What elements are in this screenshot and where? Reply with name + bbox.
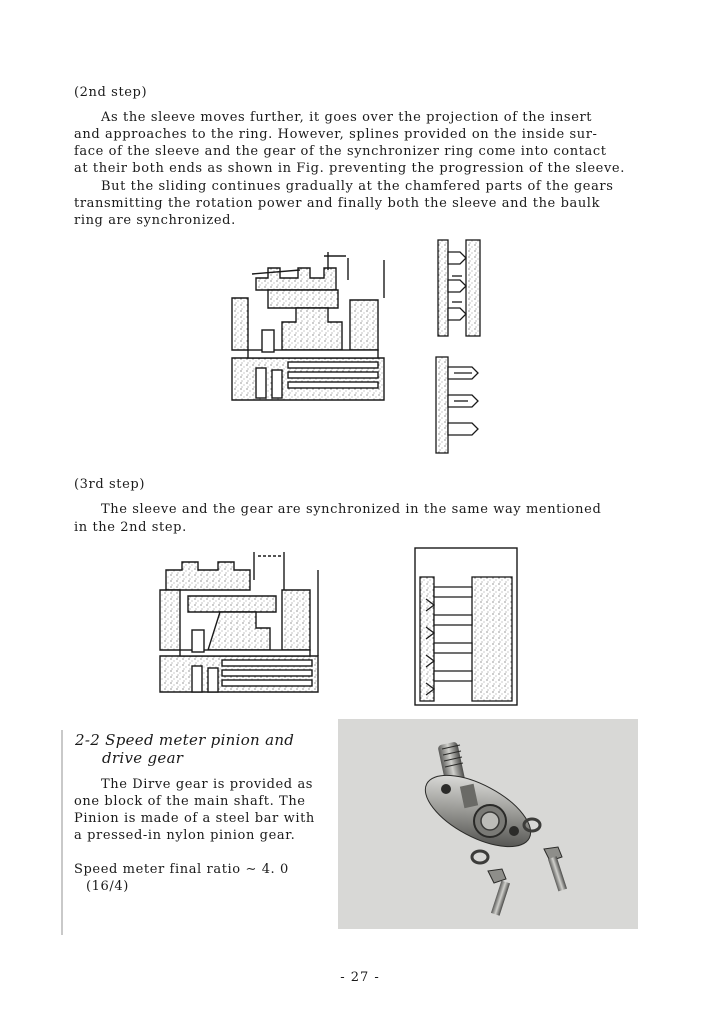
step2-line-7: ring are synchronized.: [74, 213, 236, 228]
step2-spline-contact-figure-lower: [432, 355, 482, 455]
step2-line-3: face of the sleeve and the gear of the synchronizer ring come into contact: [74, 144, 607, 159]
section-title-line-2: drive gear: [102, 749, 184, 767]
step2-synchronizer-section-figure: [228, 250, 388, 402]
pinion-flange: [415, 761, 542, 861]
step2-line-2: and approaches to the ring. However, splines provided on the inside sur-: [74, 127, 598, 142]
step2-line-4: at their both ends as shown in Fig. preventing the progression of the sleeve.: [74, 161, 625, 176]
pinion-assembly-photo: [338, 719, 638, 929]
step2-line-5: But the sliding continues gradually at the chamfered parts of the gears: [101, 179, 614, 194]
step3-spline-engagement-figure: [414, 547, 518, 707]
step2-line-6: transmitting the rotation power and finally both the sleeve and the baulk: [74, 196, 601, 211]
section-body-line-2: one block of the main shaft. The: [74, 794, 306, 809]
pinion-parts-illustration: [338, 719, 638, 929]
section-body-line-1: The Dirve gear is provided as: [101, 777, 314, 792]
ratio-symbol: ∼: [245, 862, 257, 877]
section-body-line-4: a pressed-in nylon pinion gear.: [74, 828, 296, 843]
ratio-label: Speed meter final ratio: [74, 862, 241, 877]
section-body-line-3: Pinion is made of a steel bar with: [74, 811, 315, 826]
left-margin-rule: [61, 730, 63, 935]
step2-heading: (2nd step): [74, 85, 148, 100]
section-title-line-1: 2-2 Speed meter pinion and: [75, 731, 295, 749]
step3-heading: (3rd step): [74, 477, 145, 492]
bolts: [488, 847, 567, 916]
step2-line-1: As the sleeve moves further, it goes over the projection of the insert: [101, 110, 593, 125]
speed-meter-ratio: [74, 861, 289, 879]
step2-spline-contact-figure-upper: [432, 238, 482, 338]
step3-line-1: The sleeve and the gear are synchronized in the same way mentioned: [101, 502, 602, 517]
page-number: - 27 -: [340, 970, 380, 985]
step3-synchronizer-section-figure: [158, 550, 323, 700]
speed-meter-ratio-teeth: (16/4): [86, 879, 129, 894]
ratio-value: 4. 0: [261, 862, 289, 877]
step3-line-2: in the 2nd step.: [74, 520, 187, 535]
